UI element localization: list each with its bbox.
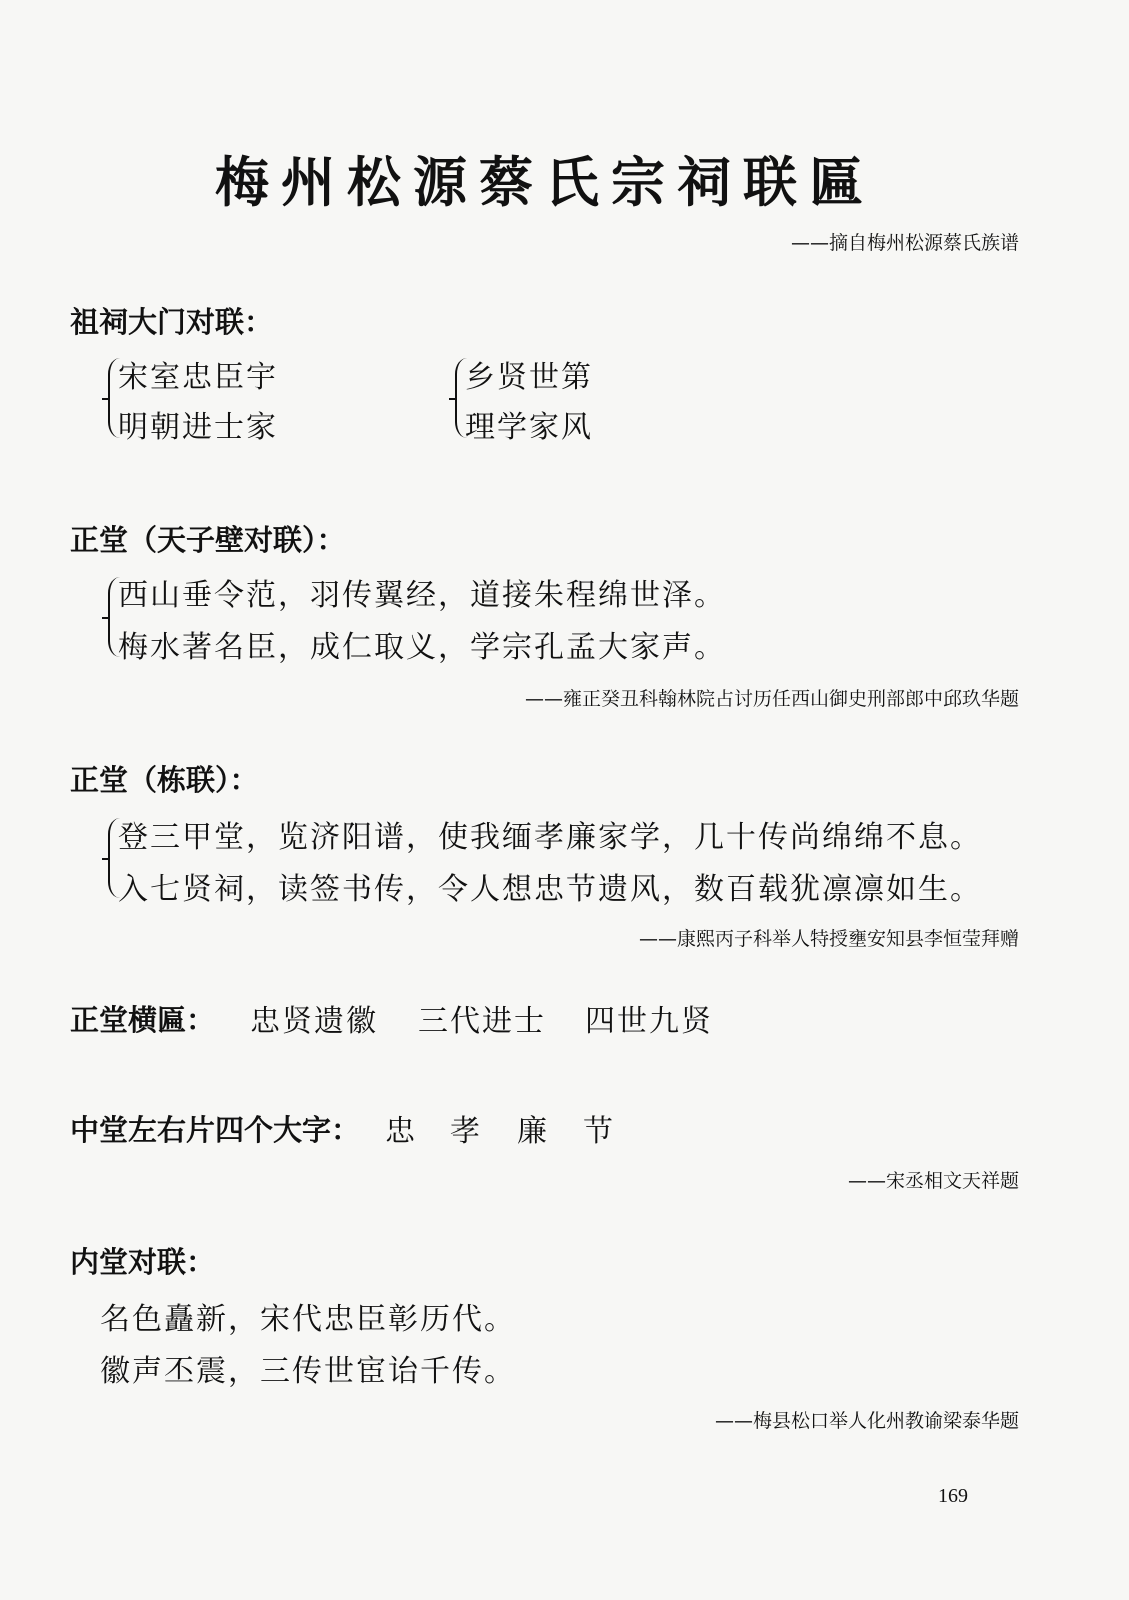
gate-right-line-2: 理学家风 [465, 410, 593, 445]
main-wall-line-2: 梅水著名臣，成仁取义，学宗孔孟大家声。 [118, 630, 726, 665]
main-wall-line-1: 西山垂令范，羽传翼经，道接朱程绵世泽。 [118, 578, 726, 613]
main-beam-heading: 正堂（栋联）： [70, 763, 259, 797]
middle-hall-char-1: 忠 [385, 1114, 417, 1149]
middle-hall-char-3: 廉 [517, 1114, 549, 1149]
plaque-item-2: 三代进士 [418, 1004, 546, 1039]
gate-couplet-heading: 祖祠大门对联： [70, 305, 274, 339]
plaques-heading: 正堂横匾： [70, 1003, 216, 1037]
inner-hall-line-1: 名色矗新，宋代忠臣彰历代。 [100, 1302, 516, 1337]
middle-hall-char-2: 孝 [450, 1114, 482, 1149]
page-number: 169 [938, 1485, 968, 1507]
inner-hall-line-2: 徽声丕震，三传世宦诒千传。 [100, 1354, 516, 1389]
middle-hall-char-4: 节 [583, 1114, 615, 1149]
main-beam-line-1: 登三甲堂，览济阳谱，使我缅孝廉家学，几十传尚绵绵不息。 [118, 820, 982, 855]
source-attribution: ——摘自梅州松源蔡氏族谱 [790, 232, 1019, 254]
main-wall-attribution: ——雍正癸丑科翰林院占讨历任西山御史刑部郎中邱玖华题 [524, 688, 1019, 710]
main-wall-heading: 正堂（天子壁对联）： [70, 523, 346, 557]
main-beam-line-2: 入七贤祠，读签书传，令人想忠节遗风，数百载犹凛凛如生。 [118, 872, 982, 907]
gate-left-line-1: 宋室忠臣宇 [118, 360, 278, 395]
middle-hall-heading: 中堂左右片四个大字： [70, 1113, 361, 1147]
gate-left-line-2: 明朝进士家 [118, 410, 278, 445]
plaque-item-3: 四世九贤 [585, 1004, 713, 1039]
middle-hall-attribution: ——宋丞相文天祥题 [847, 1170, 1019, 1192]
inner-hall-attribution: ——梅县松口举人化州教谕梁泰华题 [714, 1410, 1019, 1432]
gate-right-line-1: 乡贤世第 [465, 360, 593, 395]
page-title: 梅州松源蔡氏宗祠联匾 [215, 151, 875, 214]
main-beam-attribution: ——康熙丙子科举人特授壅安知县李恒莹拜赠 [638, 928, 1019, 950]
plaque-item-1: 忠贤遗徽 [250, 1004, 378, 1039]
inner-hall-heading: 内堂对联： [70, 1245, 216, 1279]
